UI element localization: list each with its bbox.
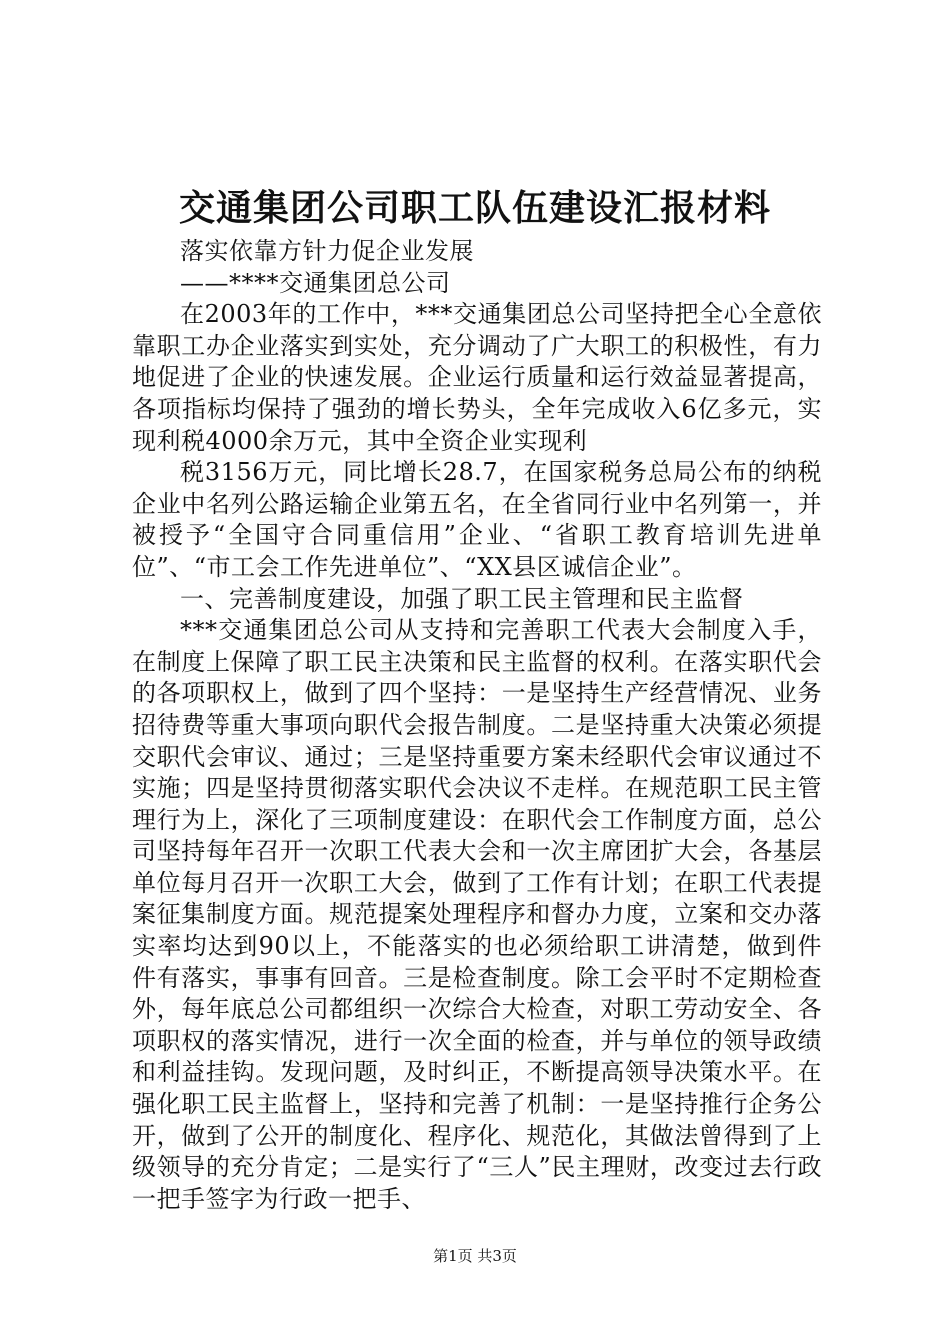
section-heading: 一、完善制度建设，加强了职工民主管理和民主监督 [180, 584, 744, 613]
document-body [132, 236, 822, 1215]
paragraph: 税3156万元，同比增长28.7，在国家税务总局公布的纳税企业中名列公路运输企业第五名，在全省同行业中名列第一，并被授予“全国守合同重信用”企业、“省职工教育培训先进单位”、“市工会工作先进单位”、“XX县区诚信企业”。 [132, 458, 822, 581]
subtitle: 落实依靠方针力促企业发展 [180, 237, 474, 265]
page-number: 第1页 共3页 [433, 1247, 517, 1265]
author-line: ——****交通集团总公司 [180, 268, 451, 297]
paragraph: 在2003年的工作中，***交通集团总公司坚持把全心全意依靠职工办企业落实到实处，充分调动了广大职工的积极性，有力地促进了企业的快速发展。企业运行质量和运行效益显著提高，各项指标均保持了强劲的增长势头，全年完成收入6亿多元，实现利税4000余万元，其中全资企业实现利 [132, 300, 822, 455]
paragraph: ***交通集团总公司从支持和完善职工代表大会制度入手，在制度上保障了职工民主决策和民主监督的权利。在落实职代会的各项职权上，做到了四个坚持：一是坚持生产经营情况、业务招待费等重大事项向职代会报告制度。二是坚持重大决策必须提交职代会审议、通过；三是坚持重要方案未经职代会审议通过不实施；四是坚持贯彻落实职代会决议不走样。在规范职工民主管理行为上，深化了三项制度建设：在职代会工作制度方面，总公司坚持每年召开一次职工代表大会和一次主席团扩大会，各基层单位每月召开一次职工大会，做到了工作有计划；在职工代表提案征集制度方面。规范提案处理程序和督办力度，立案和交办落实率均达到90以上，不能落实的也必须给职工讲清楚，做到件件有落实，事事有回音。三是检查制度。除工会平时不定期检查外，每年底总公司都组织一次综合大检查，对职工劳动安全、各项职权的落实情况，进行一次全面的检查，并与单位的领导政绩和利益挂钩。发现问题，及时纠正，不断提高领导决策水平。在强化职工民主监督上，坚持和完善了机制：一是坚持推行企务公开，做到了公开的制度化、程序化、规范化，其做法曾得到了上级领导的充分肯定；二是实行了“三人”民主理财，改变过去行政一把手签字为行政一把手、 [132, 616, 822, 1213]
document-title: 交通集团公司职工队伍建设汇报材料 [178, 187, 771, 229]
